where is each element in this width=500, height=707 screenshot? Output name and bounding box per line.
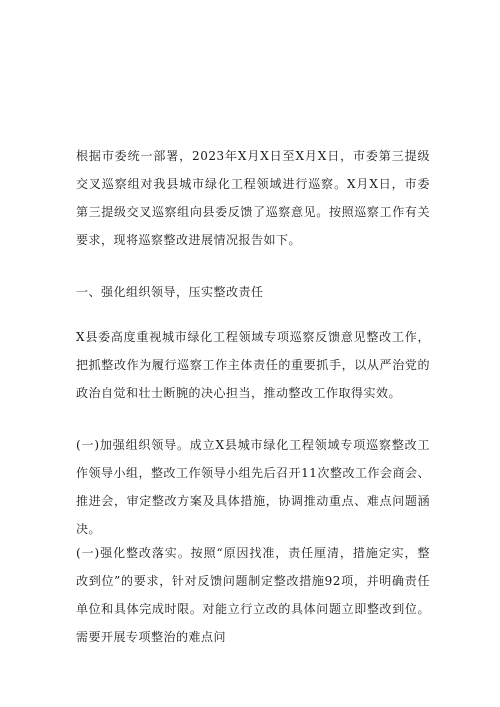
section-heading: 一、强化组织领导，压实整改责任 [76, 285, 264, 299]
body-paragraph: (一)强化整改落实。按照“原因找准，责任厘清，措施定实，整改到位”的要求，针对反馈问题制定整改措施92项，并明确责任单位和具体完成时限。对能立行立改的具体问题立即整改到位。需要开展专项整治的难点问 [76, 546, 430, 644]
body-paragraph: (一)加强组织领导。成立X县城市绿化工程领域专项巡察整改工作领导小组，整改工作领导小组先后召开11次整改工作会商会、推进会，审定整改方案及具体措施，协调推动重点、难点问题涵决。 [76, 438, 430, 536]
body-paragraph: X县委高度重视城市绿化工程领域专项巡察反馈意见整改工作，把抓整改作为履行巡察工作主体责任的重要抓手，以从严治党的政治自觉和壮士断腕的决心担当，推动整改工作取得实效。 [76, 330, 430, 400]
intro-paragraph: 根据市委统一部署，2023年X月X日至X月X日，市委第三提级交叉巡察组对我县城市绿化工程领域进行巡察。X月X日，市委第三提级交叉巡察组向县委反馈了巡察意见。按照巡察工作有关要求，现将巡察整改进展情况报告如下。 [76, 149, 430, 247]
